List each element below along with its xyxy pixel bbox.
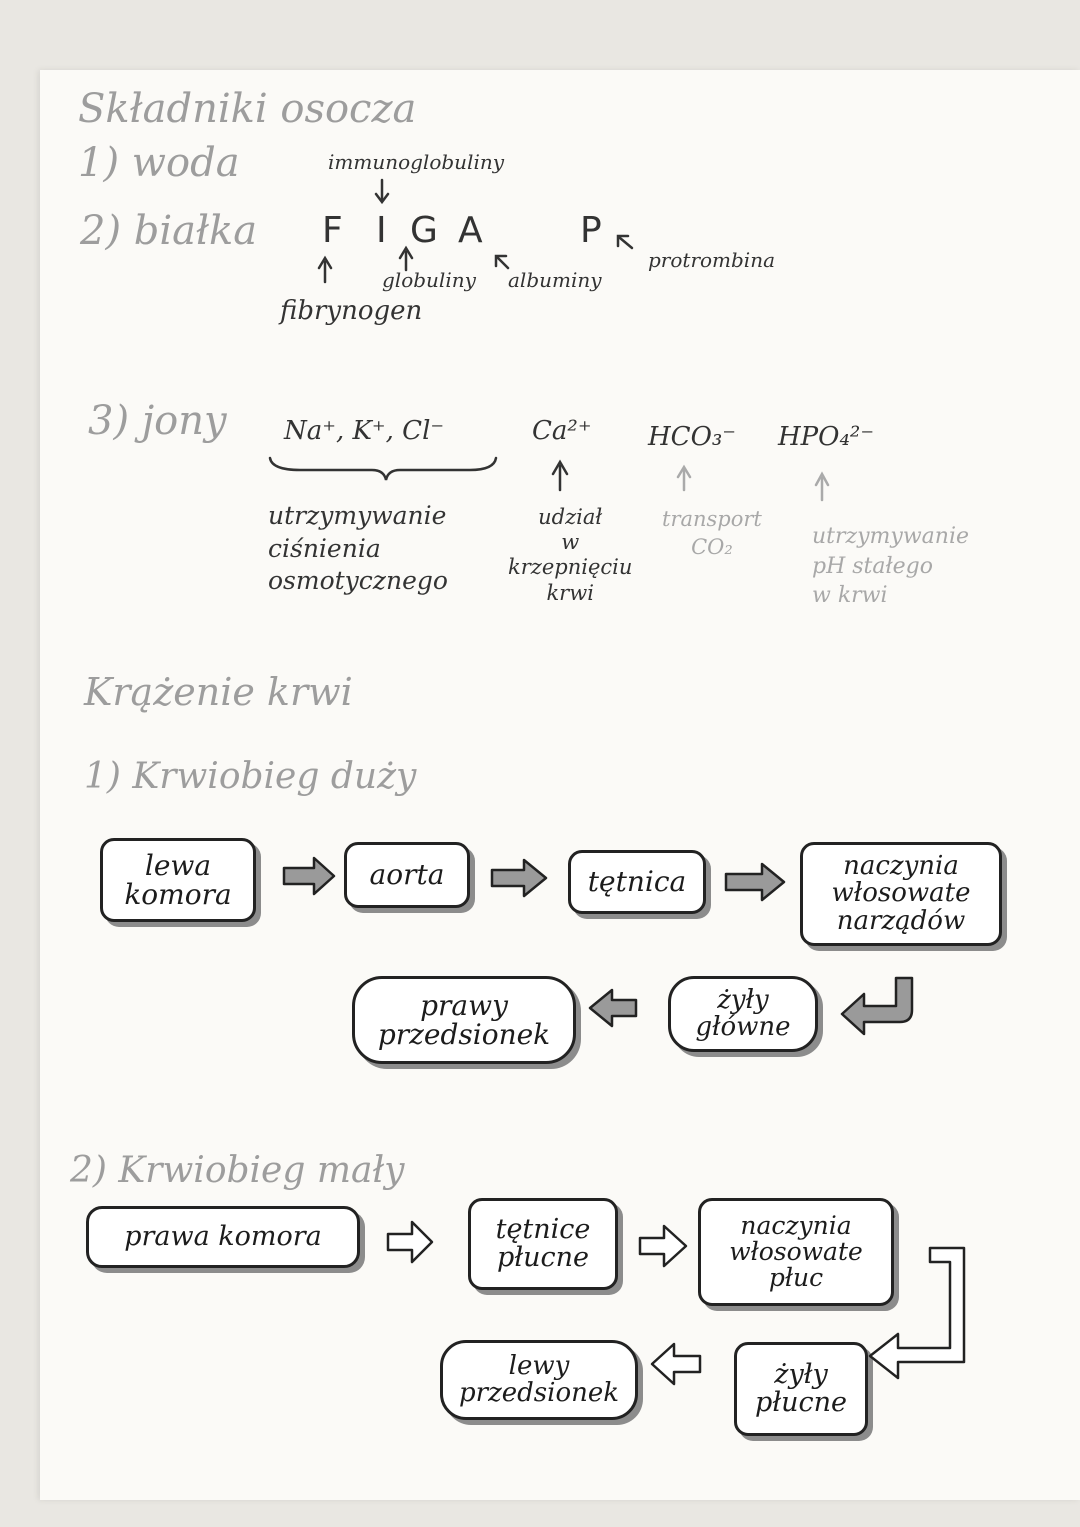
ions-group-na-k-cl: Na⁺, K⁺, Cl⁻ xyxy=(284,416,445,446)
role-co2-transport: transport CO₂ xyxy=(662,507,762,560)
label-albuminy: albuminy xyxy=(508,268,602,292)
ion-hpo4: HPO₄²⁻ xyxy=(778,422,875,452)
role-clotting: udział w krzepnięciu krwi xyxy=(508,505,633,605)
box-organ-capillaries: naczynia włosowate narządów xyxy=(800,842,1002,946)
box-left-ventricle: lewa komora xyxy=(100,838,256,922)
ion-hco3: HCO₃⁻ xyxy=(648,422,737,452)
box-lung-capillaries: naczynia włosowate płuc xyxy=(698,1198,894,1306)
plasma-item-water: 1) woda xyxy=(78,140,240,186)
plasma-title: Składniki osocza xyxy=(78,86,417,132)
box-left-atrium: lewy przedsionek xyxy=(440,1340,638,1420)
large-circulation-title: 1) Krwiobieg duży xyxy=(84,756,417,797)
small-circulation-title: 2) Krwiobieg mały xyxy=(70,1150,405,1191)
label-immunoglobuliny: immunoglobuliny xyxy=(328,150,505,174)
box-artery: tętnica xyxy=(568,850,706,914)
circulation-title: Krążenie krwi xyxy=(84,670,353,714)
figa-letter-p: P xyxy=(580,210,622,251)
box-aorta: aorta xyxy=(344,842,470,908)
label-globuliny: globuliny xyxy=(382,268,476,292)
plasma-item-ions: 3) jony xyxy=(88,398,227,444)
plasma-item-proteins: 2) białka xyxy=(80,208,258,254)
box-pulmonary-arteries: tętnice płucne xyxy=(468,1198,618,1290)
label-protrombina: protrombina xyxy=(648,248,776,272)
role-ph-maintenance: utrzymywanie pH stałego w krwi xyxy=(812,524,970,609)
label-fibrynogen: fibrynogen xyxy=(280,296,423,326)
figa-letter-g: G xyxy=(410,210,458,251)
box-right-atrium: prawy przedsionek xyxy=(352,976,576,1064)
role-osmotic-pressure: utrzymywanie ciśnienia osmotycznego xyxy=(268,501,448,595)
box-right-ventricle: prawa komora xyxy=(86,1206,360,1268)
figa-letter-f: F xyxy=(322,210,363,251)
box-pulmonary-veins: żyły płucne xyxy=(734,1342,868,1436)
figa-letter-a: A xyxy=(458,210,503,251)
ion-ca: Ca²⁺ xyxy=(532,416,592,446)
figa-letter-i: I xyxy=(376,210,407,251)
box-main-veins: żyły główne xyxy=(668,976,818,1052)
